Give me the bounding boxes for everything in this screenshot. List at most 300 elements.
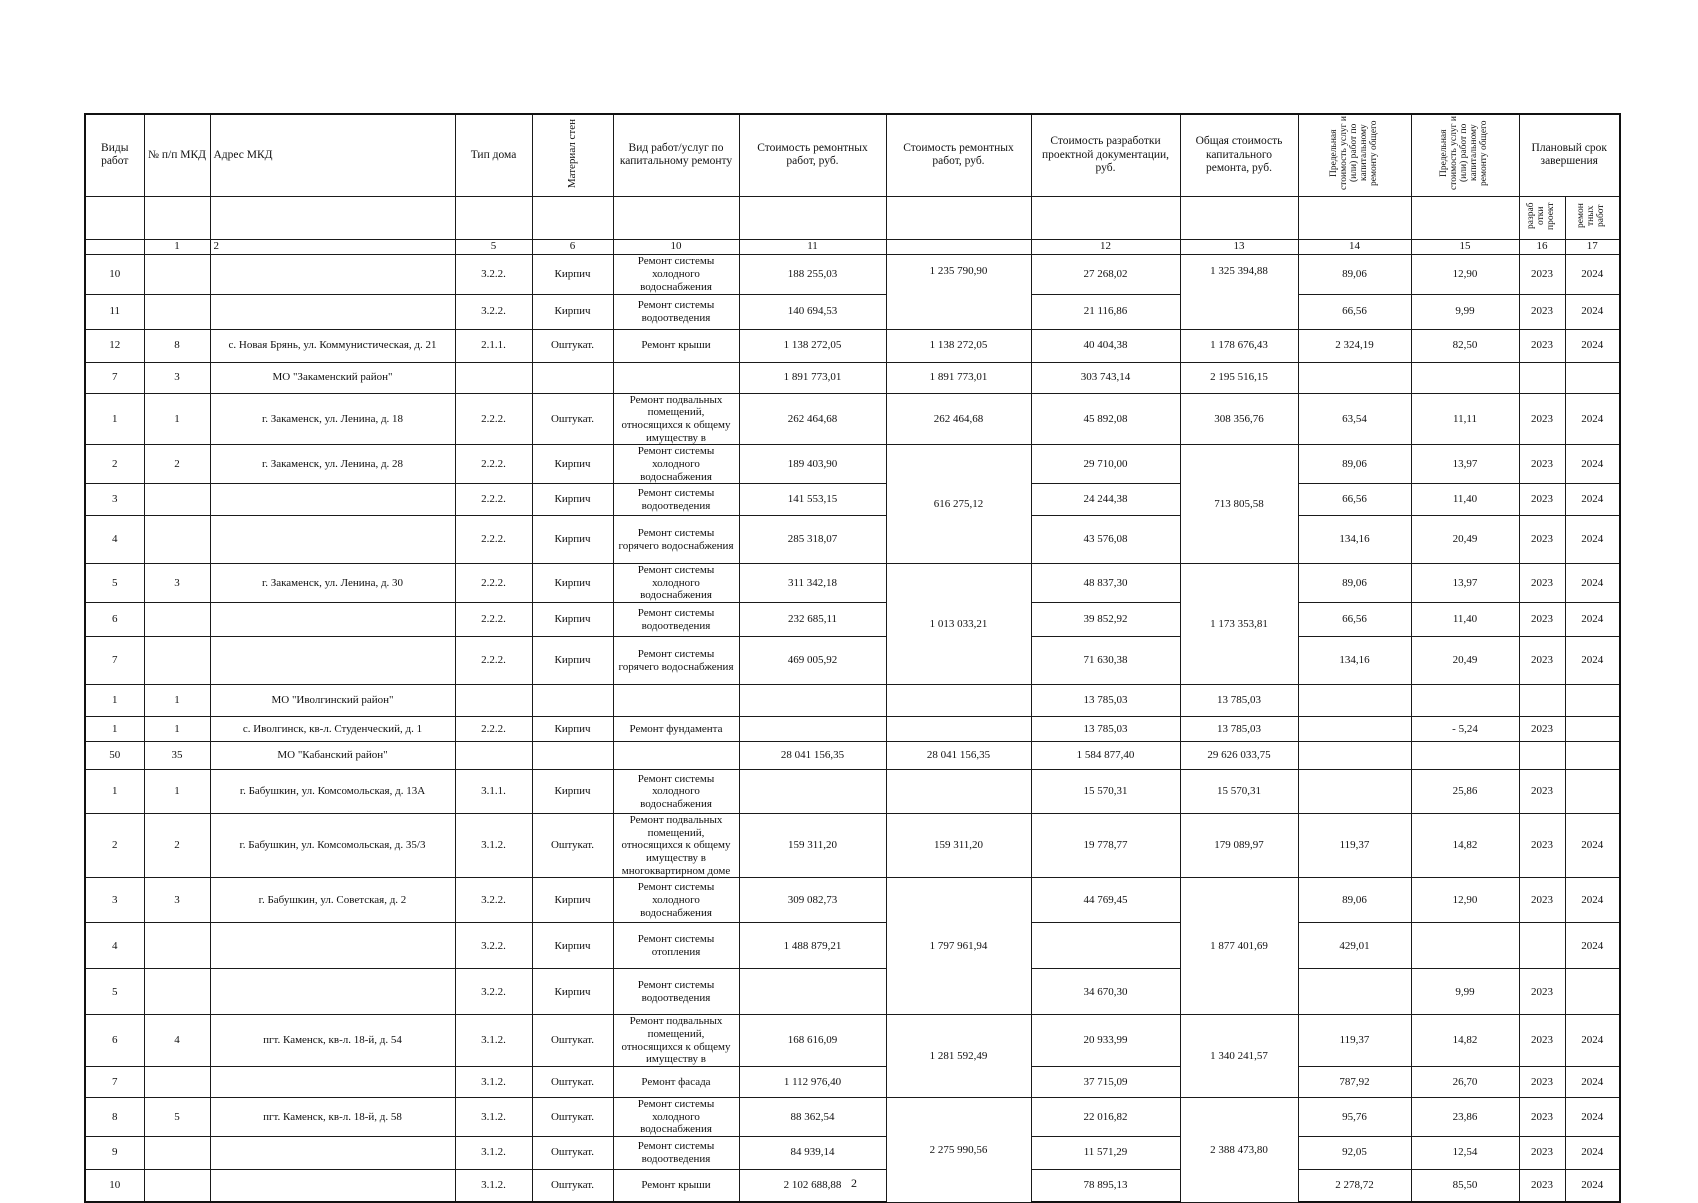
cell-vid: 2 bbox=[85, 445, 144, 484]
cell-stoimost-1: 140 694,53 bbox=[739, 294, 886, 329]
cell-stoimost-2: 1 138 272,05 bbox=[886, 329, 1031, 362]
cell-obshaya: 29 626 033,75 bbox=[1180, 742, 1298, 770]
cell-tip: 3.1.2. bbox=[455, 814, 532, 878]
cell-vid-rabot: Ремонт системы водоотведения bbox=[613, 969, 739, 1015]
cell-stoimost-1: 189 403,90 bbox=[739, 445, 886, 484]
cell-stoimost-1: 159 311,20 bbox=[739, 814, 886, 878]
cell-predel-2: 20,49 bbox=[1411, 516, 1519, 564]
cell-vid-rabot: Ремонт подвальных помещений, относящихся к общему имуществу в многоквартирном доме bbox=[613, 814, 739, 878]
cell-predel-2: 12,90 bbox=[1411, 878, 1519, 923]
cell-year-remont: 2024 bbox=[1565, 329, 1620, 362]
cell-tip: 2.2.2. bbox=[455, 717, 532, 742]
cell-predel-1: 429,01 bbox=[1298, 923, 1411, 969]
column-number bbox=[85, 239, 144, 254]
cell-tip: 2.2.2. bbox=[455, 484, 532, 516]
cell-year-proekt: 2023 bbox=[1519, 814, 1565, 878]
cell-mkd bbox=[144, 516, 210, 564]
cell-stoimost-2: 262 464,68 bbox=[886, 393, 1031, 445]
cell-adres bbox=[210, 969, 455, 1015]
cell-year-remont bbox=[1565, 717, 1620, 742]
column-number: 17 bbox=[1565, 239, 1620, 254]
cell-tip: 2.2.2. bbox=[455, 516, 532, 564]
cell-material: Кирпич bbox=[532, 637, 613, 685]
cell-adres bbox=[210, 603, 455, 637]
cell-stoimost-2: 616 275,12 bbox=[886, 445, 1031, 564]
cell-predel-2 bbox=[1411, 685, 1519, 717]
cell-vid-rabot: Ремонт системы холодного водоснабжения bbox=[613, 770, 739, 814]
cell-material: Кирпич bbox=[532, 516, 613, 564]
cell-tip: 3.1.2. bbox=[455, 1169, 532, 1202]
cell-predel-2: 11,40 bbox=[1411, 603, 1519, 637]
column-number: 13 bbox=[1180, 239, 1298, 254]
cell-vid: 12 bbox=[85, 329, 144, 362]
table-row bbox=[85, 393, 1620, 445]
cell-adres: МО "Закаменский район" bbox=[210, 362, 455, 393]
cell-vid-rabot: Ремонт подвальных помещений, относящихся к общему имуществу в bbox=[613, 1015, 739, 1067]
cell-stoimost-2: 1 891 773,01 bbox=[886, 362, 1031, 393]
cell-predel-1 bbox=[1298, 770, 1411, 814]
cell-predel-2: 23,86 bbox=[1411, 1097, 1519, 1136]
table-row bbox=[85, 484, 1620, 516]
cell-vid-rabot: Ремонт фундамента bbox=[613, 717, 739, 742]
cell-proekt: 78 895,13 bbox=[1031, 1169, 1180, 1202]
column-number: 12 bbox=[1031, 239, 1180, 254]
cell-mkd: 5 bbox=[144, 1097, 210, 1136]
cell-proekt: 39 852,92 bbox=[1031, 603, 1180, 637]
cell-material: Кирпич bbox=[532, 717, 613, 742]
cell-tip: 2.2.2. bbox=[455, 603, 532, 637]
cell-stoimost-1 bbox=[739, 685, 886, 717]
cell-adres: г. Бабушкин, ул. Комсомольская, д. 13А bbox=[210, 770, 455, 814]
cell-mkd bbox=[144, 637, 210, 685]
cell-stoimost-1: 285 318,07 bbox=[739, 516, 886, 564]
cell-stoimost-1 bbox=[739, 969, 886, 1015]
cell-proekt: 21 116,86 bbox=[1031, 294, 1180, 329]
cell-year-remont: 2024 bbox=[1565, 1097, 1620, 1136]
table-row bbox=[85, 445, 1620, 484]
cell-proekt: 29 710,00 bbox=[1031, 445, 1180, 484]
column-number: 11 bbox=[739, 239, 886, 254]
cell-predel-2 bbox=[1411, 923, 1519, 969]
cell-material: Кирпич bbox=[532, 969, 613, 1015]
cell-vid: 6 bbox=[85, 603, 144, 637]
cell-vid-rabot: Ремонт системы водоотведения bbox=[613, 484, 739, 516]
cell-proekt: 71 630,38 bbox=[1031, 637, 1180, 685]
cell-obshaya: 179 089,97 bbox=[1180, 814, 1298, 878]
cell-obshaya: 308 356,76 bbox=[1180, 393, 1298, 445]
cell-predel-1: 119,37 bbox=[1298, 814, 1411, 878]
cell-predel-2 bbox=[1411, 362, 1519, 393]
cell-year-proekt: 2023 bbox=[1519, 393, 1565, 445]
cell-material: Кирпич bbox=[532, 294, 613, 329]
cell-predel-1: 134,16 bbox=[1298, 637, 1411, 685]
cell-tip: 3.1.2. bbox=[455, 1136, 532, 1169]
cell-predel-2: 25,86 bbox=[1411, 770, 1519, 814]
cell-year-proekt: 2023 bbox=[1519, 1015, 1565, 1067]
group-row bbox=[85, 742, 1620, 770]
cell-vid: 11 bbox=[85, 294, 144, 329]
cell-predel-1 bbox=[1298, 362, 1411, 393]
cell-year-remont: 2024 bbox=[1565, 878, 1620, 923]
cell-proekt: 19 778,77 bbox=[1031, 814, 1180, 878]
cell-vid: 1 bbox=[85, 770, 144, 814]
cell-proekt: 11 571,29 bbox=[1031, 1136, 1180, 1169]
cell-mkd bbox=[144, 969, 210, 1015]
cell-year-remont: 2024 bbox=[1565, 603, 1620, 637]
header-obshaya: Общая стоимость капитального ремонта, руб. bbox=[1180, 114, 1298, 196]
cell-stoimost-1: 2 102 688,88 bbox=[739, 1169, 886, 1202]
cell-year-proekt: 2023 bbox=[1519, 1097, 1565, 1136]
cell-predel-2: 11,40 bbox=[1411, 484, 1519, 516]
cell-adres bbox=[210, 294, 455, 329]
cell-vid-rabot: Ремонт системы холодного водоснабжения bbox=[613, 1097, 739, 1136]
cell-predel-1: 66,56 bbox=[1298, 484, 1411, 516]
cell-predel-2: 12,54 bbox=[1411, 1136, 1519, 1169]
cell-adres bbox=[210, 516, 455, 564]
subheader-cell bbox=[1298, 196, 1411, 239]
cell-vid-rabot: Ремонт системы водоотведения bbox=[613, 603, 739, 637]
header-nomer-mkd: № п/п МКД bbox=[144, 114, 210, 196]
cell-year-proekt bbox=[1519, 923, 1565, 969]
header-stoimost-1: Стоимость ремонтных работ, руб. bbox=[739, 114, 886, 196]
cell-obshaya: 13 785,03 bbox=[1180, 685, 1298, 717]
table-row bbox=[85, 254, 1620, 294]
cell-predel-2: 13,97 bbox=[1411, 564, 1519, 603]
cell-tip: 2.1.1. bbox=[455, 329, 532, 362]
cell-year-remont bbox=[1565, 770, 1620, 814]
header-predel-2 bbox=[1411, 114, 1519, 196]
cell-stoimost-2: 2 275 990,56 bbox=[886, 1097, 1031, 1202]
cell-year-remont bbox=[1565, 362, 1620, 393]
cell-tip: 2.2.2. bbox=[455, 393, 532, 445]
cell-predel-1: 787,92 bbox=[1298, 1066, 1411, 1097]
cell-stoimost-1 bbox=[739, 717, 886, 742]
cell-year-remont: 2024 bbox=[1565, 254, 1620, 294]
cell-material: Кирпич bbox=[532, 484, 613, 516]
cell-year-remont: 2024 bbox=[1565, 1015, 1620, 1067]
cell-vid-rabot: Ремонт системы водоотведения bbox=[613, 294, 739, 329]
cell-material: Кирпич bbox=[532, 923, 613, 969]
cell-adres: МО "Кабанский район" bbox=[210, 742, 455, 770]
cell-vid-rabot: Ремонт системы горячего водоснабжения bbox=[613, 516, 739, 564]
cell-vid-rabot: Ремонт системы холодного водоснабжения bbox=[613, 564, 739, 603]
cell-mkd: 1 bbox=[144, 717, 210, 742]
subheader-cell bbox=[144, 196, 210, 239]
cell-tip bbox=[455, 362, 532, 393]
cell-stoimost-1: 168 616,09 bbox=[739, 1015, 886, 1067]
cell-vid: 4 bbox=[85, 516, 144, 564]
cell-adres: МО "Иволгинский район" bbox=[210, 685, 455, 717]
cell-adres: г. Бабушкин, ул. Советская, д. 2 bbox=[210, 878, 455, 923]
cell-predel-2: 85,50 bbox=[1411, 1169, 1519, 1202]
cell-mkd: 35 bbox=[144, 742, 210, 770]
header-predel-2-text: Предельная стоимость услуг и (или) работ по капитальному ремонту общего bbox=[1439, 116, 1489, 191]
cell-adres: г. Бабушкин, ул. Комсомольская, д. 35/3 bbox=[210, 814, 455, 878]
cell-year-proekt: 2023 bbox=[1519, 717, 1565, 742]
page-number: 2 bbox=[851, 1176, 857, 1190]
cell-vid: 1 bbox=[85, 717, 144, 742]
cell-mkd bbox=[144, 294, 210, 329]
header-stoimost-2: Стоимость ремонтных работ, руб. bbox=[886, 114, 1031, 196]
cell-year-proekt bbox=[1519, 362, 1565, 393]
cell-material: Оштукат. bbox=[532, 393, 613, 445]
cell-stoimost-2: 1 281 592,49 bbox=[886, 1015, 1031, 1098]
cell-obshaya: 1 173 353,81 bbox=[1180, 564, 1298, 685]
table-row bbox=[85, 329, 1620, 362]
header-srok: Плановый срок завершения bbox=[1519, 114, 1620, 196]
cell-tip bbox=[455, 685, 532, 717]
cell-material: Оштукат. bbox=[532, 1136, 613, 1169]
cell-mkd: 1 bbox=[144, 685, 210, 717]
cell-adres bbox=[210, 484, 455, 516]
cell-vid-rabot bbox=[613, 742, 739, 770]
header-adres: Адрес МКД bbox=[210, 114, 455, 196]
cell-stoimost-1: 1 891 773,01 bbox=[739, 362, 886, 393]
subheader-cell bbox=[85, 196, 144, 239]
table-row bbox=[85, 1097, 1620, 1136]
cell-stoimost-1: 469 005,92 bbox=[739, 637, 886, 685]
header-tip-doma: Тип дома bbox=[455, 114, 532, 196]
column-number: 2 bbox=[210, 239, 455, 254]
cell-year-proekt: 2023 bbox=[1519, 484, 1565, 516]
repair-plan-table bbox=[84, 113, 1621, 1203]
cell-mkd bbox=[144, 254, 210, 294]
subheader-cell bbox=[532, 196, 613, 239]
cell-predel-1: 2 278,72 bbox=[1298, 1169, 1411, 1202]
cell-tip: 2.2.2. bbox=[455, 445, 532, 484]
cell-predel-2: 11,11 bbox=[1411, 393, 1519, 445]
cell-stoimost-1 bbox=[739, 770, 886, 814]
cell-obshaya: 13 785,03 bbox=[1180, 717, 1298, 742]
cell-stoimost-1: 311 342,18 bbox=[739, 564, 886, 603]
cell-proekt: 43 576,08 bbox=[1031, 516, 1180, 564]
table-row bbox=[85, 603, 1620, 637]
header-material bbox=[532, 114, 613, 196]
header-vidy-rabot: Виды работ bbox=[85, 114, 144, 196]
cell-tip: 3.2.2. bbox=[455, 294, 532, 329]
cell-predel-2: 9,99 bbox=[1411, 969, 1519, 1015]
subheader-cell bbox=[1031, 196, 1180, 239]
column-number bbox=[886, 239, 1031, 254]
table-row bbox=[85, 770, 1620, 814]
cell-year-remont: 2024 bbox=[1565, 1136, 1620, 1169]
cell-obshaya: 15 570,31 bbox=[1180, 770, 1298, 814]
cell-vid-rabot: Ремонт системы холодного водоснабжения bbox=[613, 445, 739, 484]
table-row bbox=[85, 1015, 1620, 1067]
cell-material: Оштукат. bbox=[532, 1169, 613, 1202]
cell-year-proekt: 2023 bbox=[1519, 564, 1565, 603]
cell-year-proekt: 2023 bbox=[1519, 1066, 1565, 1097]
cell-stoimost-1: 28 041 156,35 bbox=[739, 742, 886, 770]
cell-vid: 7 bbox=[85, 1066, 144, 1097]
cell-tip: 2.2.2. bbox=[455, 564, 532, 603]
cell-vid: 6 bbox=[85, 1015, 144, 1067]
table-row bbox=[85, 564, 1620, 603]
cell-proekt: 15 570,31 bbox=[1031, 770, 1180, 814]
cell-adres: г. Закаменск, ул. Ленина, д. 28 bbox=[210, 445, 455, 484]
header-srok-proekt bbox=[1519, 196, 1565, 239]
cell-predel-1 bbox=[1298, 969, 1411, 1015]
cell-vid: 50 bbox=[85, 742, 144, 770]
cell-tip: 3.1.2. bbox=[455, 1097, 532, 1136]
cell-adres: пгт. Каменск, кв-л. 18-й, д. 54 bbox=[210, 1015, 455, 1067]
cell-year-remont bbox=[1565, 742, 1620, 770]
cell-vid: 10 bbox=[85, 1169, 144, 1202]
cell-tip: 3.2.2. bbox=[455, 969, 532, 1015]
cell-material bbox=[532, 685, 613, 717]
cell-mkd: 3 bbox=[144, 564, 210, 603]
cell-predel-1: 89,06 bbox=[1298, 878, 1411, 923]
header-material-text: Материал стен bbox=[565, 118, 578, 188]
cell-vid: 5 bbox=[85, 564, 144, 603]
cell-mkd: 2 bbox=[144, 814, 210, 878]
cell-vid: 1 bbox=[85, 393, 144, 445]
cell-obshaya: 2 388 473,80 bbox=[1180, 1097, 1298, 1202]
column-number: 15 bbox=[1411, 239, 1519, 254]
cell-proekt: 1 584 877,40 bbox=[1031, 742, 1180, 770]
cell-predel-2 bbox=[1411, 742, 1519, 770]
table-row bbox=[85, 294, 1620, 329]
cell-predel-2: - 5,24 bbox=[1411, 717, 1519, 742]
cell-mkd bbox=[144, 923, 210, 969]
cell-material: Оштукат. bbox=[532, 1066, 613, 1097]
cell-material: Кирпич bbox=[532, 254, 613, 294]
cell-obshaya: 1 325 394,88 bbox=[1180, 254, 1298, 329]
table-row bbox=[85, 637, 1620, 685]
cell-material: Оштукат. bbox=[532, 1015, 613, 1067]
cell-year-remont: 2024 bbox=[1565, 294, 1620, 329]
table-row bbox=[85, 516, 1620, 564]
cell-year-remont: 2024 bbox=[1565, 637, 1620, 685]
cell-material: Оштукат. bbox=[532, 814, 613, 878]
cell-vid-rabot: Ремонт системы горячего водоснабжения bbox=[613, 637, 739, 685]
cell-vid: 3 bbox=[85, 878, 144, 923]
cell-predel-1: 92,05 bbox=[1298, 1136, 1411, 1169]
cell-mkd bbox=[144, 484, 210, 516]
subheader-cell bbox=[1180, 196, 1298, 239]
cell-vid: 7 bbox=[85, 362, 144, 393]
cell-mkd bbox=[144, 1066, 210, 1097]
cell-adres: с. Новая Брянь, ул. Коммунистическая, д. 21 bbox=[210, 329, 455, 362]
subheader-cell bbox=[739, 196, 886, 239]
table-row bbox=[85, 969, 1620, 1015]
cell-adres: г. Закаменск, ул. Ленина, д. 18 bbox=[210, 393, 455, 445]
cell-stoimost-2: 1 013 033,21 bbox=[886, 564, 1031, 685]
cell-proekt: 22 016,82 bbox=[1031, 1097, 1180, 1136]
column-number: 1 bbox=[144, 239, 210, 254]
cell-predel-2: 12,90 bbox=[1411, 254, 1519, 294]
cell-predel-1: 119,37 bbox=[1298, 1015, 1411, 1067]
cell-year-proekt: 2023 bbox=[1519, 445, 1565, 484]
cell-vid-rabot bbox=[613, 362, 739, 393]
cell-material: Кирпич bbox=[532, 564, 613, 603]
cell-proekt: 34 670,30 bbox=[1031, 969, 1180, 1015]
cell-predel-1: 66,56 bbox=[1298, 294, 1411, 329]
cell-year-proekt: 2023 bbox=[1519, 1136, 1565, 1169]
cell-mkd: 2 bbox=[144, 445, 210, 484]
cell-predel-1 bbox=[1298, 685, 1411, 717]
cell-year-proekt: 2023 bbox=[1519, 770, 1565, 814]
cell-predel-1: 63,54 bbox=[1298, 393, 1411, 445]
cell-obshaya: 1 340 241,57 bbox=[1180, 1015, 1298, 1098]
cell-vid-rabot: Ремонт подвальных помещений, относящихся к общему имуществу в bbox=[613, 393, 739, 445]
cell-stoimost-2: 1 797 961,94 bbox=[886, 878, 1031, 1015]
cell-obshaya: 1 877 401,69 bbox=[1180, 878, 1298, 1015]
cell-year-remont: 2024 bbox=[1565, 814, 1620, 878]
cell-proekt: 40 404,38 bbox=[1031, 329, 1180, 362]
cell-proekt: 20 933,99 bbox=[1031, 1015, 1180, 1067]
header-srok-remont bbox=[1565, 196, 1620, 239]
cell-vid-rabot bbox=[613, 685, 739, 717]
cell-year-proekt: 2023 bbox=[1519, 516, 1565, 564]
table-row bbox=[85, 878, 1620, 923]
cell-year-remont: 2024 bbox=[1565, 484, 1620, 516]
column-number: 6 bbox=[532, 239, 613, 254]
cell-predel-1 bbox=[1298, 742, 1411, 770]
cell-stoimost-2 bbox=[886, 717, 1031, 742]
group-row bbox=[85, 685, 1620, 717]
cell-adres bbox=[210, 923, 455, 969]
cell-material bbox=[532, 362, 613, 393]
header-srok-remont-text: ремон тных работ bbox=[1576, 203, 1607, 228]
cell-year-proekt bbox=[1519, 685, 1565, 717]
cell-mkd: 4 bbox=[144, 1015, 210, 1067]
cell-year-proekt: 2023 bbox=[1519, 969, 1565, 1015]
cell-mkd bbox=[144, 1136, 210, 1169]
cell-year-remont: 2024 bbox=[1565, 564, 1620, 603]
cell-stoimost-1: 262 464,68 bbox=[739, 393, 886, 445]
cell-year-proekt: 2023 bbox=[1519, 637, 1565, 685]
cell-vid: 2 bbox=[85, 814, 144, 878]
cell-year-remont: 2024 bbox=[1565, 445, 1620, 484]
cell-adres bbox=[210, 637, 455, 685]
cell-tip: 3.1.1. bbox=[455, 770, 532, 814]
table-row bbox=[85, 814, 1620, 878]
cell-proekt bbox=[1031, 923, 1180, 969]
cell-year-proekt: 2023 bbox=[1519, 878, 1565, 923]
cell-year-remont bbox=[1565, 685, 1620, 717]
cell-predel-2: 82,50 bbox=[1411, 329, 1519, 362]
cell-material: Кирпич bbox=[532, 603, 613, 637]
subheader-row bbox=[85, 196, 1620, 239]
cell-predel-2: 9,99 bbox=[1411, 294, 1519, 329]
cell-year-remont: 2024 bbox=[1565, 1169, 1620, 1202]
cell-proekt: 303 743,14 bbox=[1031, 362, 1180, 393]
group-row bbox=[85, 362, 1620, 393]
cell-proekt: 44 769,45 bbox=[1031, 878, 1180, 923]
cell-year-remont: 2024 bbox=[1565, 1066, 1620, 1097]
cell-vid-rabot: Ремонт фасада bbox=[613, 1066, 739, 1097]
cell-stoimost-1: 1 488 879,21 bbox=[739, 923, 886, 969]
cell-vid: 4 bbox=[85, 923, 144, 969]
cell-vid: 8 bbox=[85, 1097, 144, 1136]
cell-year-proekt: 2023 bbox=[1519, 254, 1565, 294]
header-stoimost-proekt: Стоимость разработки проектной документации, руб. bbox=[1031, 114, 1180, 196]
cell-stoimost-1: 232 685,11 bbox=[739, 603, 886, 637]
cell-proekt: 48 837,30 bbox=[1031, 564, 1180, 603]
header-srok-proekt-text: разраб отки проект bbox=[1526, 201, 1556, 230]
cell-predel-1: 89,06 bbox=[1298, 564, 1411, 603]
cell-predel-1: 66,56 bbox=[1298, 603, 1411, 637]
cell-proekt: 24 244,38 bbox=[1031, 484, 1180, 516]
cell-stoimost-1: 309 082,73 bbox=[739, 878, 886, 923]
cell-material bbox=[532, 742, 613, 770]
cell-vid: 7 bbox=[85, 637, 144, 685]
cell-tip: 2.2.2. bbox=[455, 637, 532, 685]
cell-vid: 3 bbox=[85, 484, 144, 516]
cell-mkd: 3 bbox=[144, 362, 210, 393]
subheader-cell bbox=[455, 196, 532, 239]
